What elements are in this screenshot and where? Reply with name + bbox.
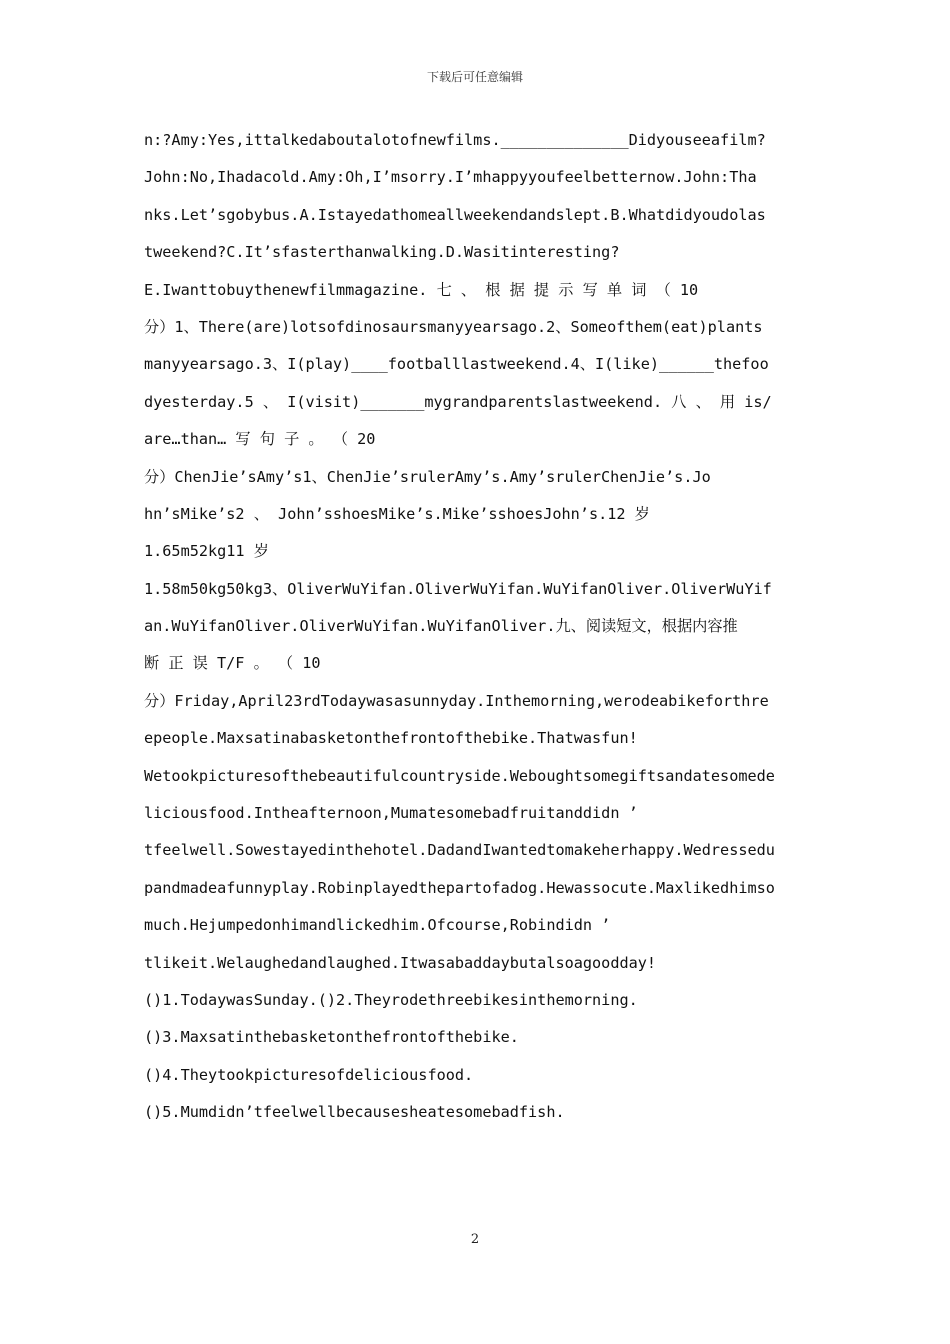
page-header: 下载后可任意编辑 <box>426 70 523 84</box>
text-line: 1.65m52kg11 岁 <box>144 542 269 561</box>
text-line: epeople.Maxsatinabasketonthefrontofthebike.Thatwasfun! <box>144 729 638 748</box>
text-line: nks.Let’sgobybus.A.Istayedathomeallweekendandslept.B.Whatdidyoudolas <box>144 205 766 224</box>
text-line: liciousfood.Intheafternoon,Mumatesomebadfruitanddidn ’ <box>144 804 638 823</box>
question-line: ()3.Maxsatinthebasketonthefrontofthebike. <box>144 1028 519 1047</box>
document-body <box>144 126 806 1136</box>
text-line: an.WuYifanOliver.OliverWuYifan.WuYifanOliver.九、阅读短文，根据内容推 <box>144 617 738 636</box>
text-line: pandmadeafunnyplay.Robinplayedthepartofadog.Hewassocute.Maxlikedhimso <box>144 878 775 897</box>
text-line: 1.58m50kg50kg3、OliverWuYifan.OliverWuYifan.WuYifanOliver.OliverWuYif <box>144 579 772 598</box>
page-number: 2 <box>470 1232 480 1247</box>
text-line: tfeelwell.Sowestayedinthehotel.DadandIwantedtomakeherhappy.Wedressedu <box>144 841 775 860</box>
text-line: much.Hejumpedonhimandlickedhim.Ofcourse,Robindidn ’ <box>144 916 611 935</box>
text-line: Wetookpicturesofthebeautifulcountryside.Weboughtsomegiftsandatesomede <box>144 766 775 785</box>
text-line: 分）1、There(are)lotsofdinosaursmanyyearsago.2、Someofthem(eat)plants <box>144 317 763 336</box>
text-line: tweekend?C.It’sfasterthanwalking.D.Wasitinteresting? <box>144 243 620 262</box>
text-line: 分）ChenJie’sAmy’s1、ChenJie’srulerAmy’s.Amy’srulerChenJie’s.Jo <box>144 467 711 486</box>
text-line: are…than… 写 句 子 。 （ 20 <box>144 430 376 449</box>
question-line: ()1.TodaywasSunday.()2.Theyrodethreebikesinthemorning. <box>144 990 638 1009</box>
text-line: n:?Amy:Yes,ittalkedaboutalotofnewfilms.______________Didyouseeafilm? <box>144 131 766 149</box>
text-line: 断 正 误 T/F 。 （ 10 <box>144 654 321 673</box>
text-line: dyesterday.5 、 I(visit)_______mygrandparentslastweekend. 八 、 用 is/ <box>144 392 772 411</box>
text-line: John:No,Ihadacold.Amy:Oh,I’msorry.I’mhappyyoufeelbetternow.John:Tha <box>144 168 757 187</box>
text-line: manyyearsago.3、I(play)____footballlastweekend.4、I(like)______thefoo <box>144 355 769 374</box>
text-line: 分）Friday,April23rdTodaywasasunnyday.Inthemorning,werodeabikeforthre <box>144 691 769 710</box>
question-line: ()4.Theytookpicturesofdeliciousfood. <box>144 1065 474 1084</box>
question-line: ()5.Mumdidn’tfeelwellbecausesheatesomebadfish. <box>144 1103 565 1122</box>
text-line: E.Iwanttobuythenewfilmmagazine. 七 、 根 据 提 示 写 单 词 （ 10 <box>144 280 699 299</box>
text-line: tlikeit.Welaughedandlaughed.Itwasabaddaybutalsoagoodday! <box>144 953 657 972</box>
text-line: hn’sMike’s2 、 John’sshoesMike’s.Mike’sshoesJohn’s.12 岁 <box>144 504 650 523</box>
